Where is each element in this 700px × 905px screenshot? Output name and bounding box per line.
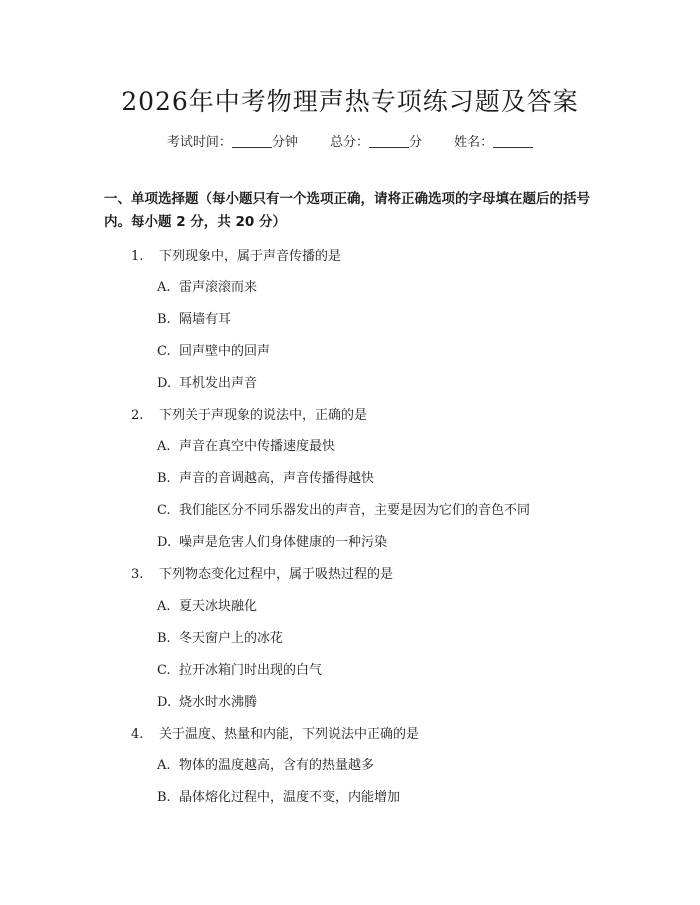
- question-item: [131, 563, 393, 582]
- total-score-blank: [369, 135, 409, 148]
- option-text: 拉开冰箱门时出现的白气: [179, 663, 323, 678]
- option-text: 冬天窗户上的冰花: [179, 631, 284, 646]
- option-letter: B.: [157, 631, 171, 646]
- question-text: 关于温度、热量和内能，下列说法中正确的是: [159, 727, 420, 742]
- option-text: 烧水时水沸腾: [179, 695, 258, 710]
- page-title: 2026年中考物理声热专项练习题及答案: [121, 87, 579, 116]
- question-number: 1.: [131, 249, 144, 264]
- question-number: 3.: [131, 567, 144, 582]
- option-item: [157, 786, 400, 805]
- option-letter: A.: [157, 280, 171, 295]
- option-letter: D.: [157, 376, 172, 391]
- option-text: 声音在真空中传播速度最快: [179, 439, 336, 454]
- student-name-field: [454, 135, 533, 150]
- option-item: [157, 499, 530, 518]
- option-item: [157, 372, 257, 391]
- question-item: [131, 245, 341, 264]
- option-text: 物体的温度越高，含有的热量越多: [179, 758, 375, 773]
- question-text: 下列物态变化过程中，属于吸热过程的是: [159, 567, 394, 582]
- option-item: [157, 308, 231, 327]
- option-text: 声音的音调越高，声音传播得越快: [179, 471, 375, 486]
- question-text: 下列现象中，属于声音传播的是: [159, 249, 342, 264]
- option-text: 晶体熔化过程中，温度不变，内能增加: [179, 790, 401, 805]
- question-item: [131, 723, 419, 742]
- option-text: 耳机发出声音: [179, 376, 258, 391]
- total-score-field: [330, 135, 422, 150]
- total-score-label: 总分：: [329, 135, 369, 150]
- option-item: [157, 659, 322, 678]
- option-letter: B.: [157, 471, 171, 486]
- option-text: 我们能区分不同乐器发出的声音，主要是因为它们的音色不同: [179, 503, 531, 518]
- option-letter: A.: [157, 599, 171, 614]
- question-item: [131, 404, 367, 423]
- option-item: [157, 276, 257, 295]
- option-letter: A.: [157, 439, 171, 454]
- section-heading: 一、单项选择题（每小题只有一个选项正确，请将正确选项的字母填在题后的括号内。每小题 2 分，共 20 分）: [104, 191, 590, 230]
- exam-meta-line: [0, 131, 700, 150]
- option-item: [157, 340, 270, 359]
- option-text: 噪声是危害人们身体健康的一种污染: [179, 535, 388, 550]
- option-text: 隔墙有耳: [179, 312, 232, 327]
- question-number: 4.: [131, 727, 144, 742]
- question-number: 2.: [131, 408, 144, 423]
- option-item: [157, 435, 335, 454]
- option-text: 夏天冰块融化: [179, 599, 258, 614]
- option-item: [157, 627, 283, 646]
- option-letter: B.: [157, 312, 171, 327]
- exam-time-unit: 分钟: [271, 135, 298, 150]
- option-letter: A.: [157, 758, 171, 773]
- option-text: 回声壁中的回声: [179, 344, 271, 359]
- option-letter: C.: [157, 663, 171, 678]
- option-item: [157, 531, 387, 550]
- option-letter: B.: [157, 790, 171, 805]
- option-item: [157, 691, 257, 710]
- option-item: [157, 467, 374, 486]
- student-name-blank: [493, 135, 533, 148]
- option-letter: C.: [157, 503, 171, 518]
- student-name-label: 姓名：: [454, 135, 494, 150]
- option-letter: D.: [157, 695, 172, 710]
- option-item: [157, 754, 374, 773]
- option-item: [157, 595, 257, 614]
- option-letter: D.: [157, 535, 172, 550]
- question-text: 下列关于声现象的说法中，正确的是: [159, 408, 368, 423]
- option-text: 雷声滚滚而来: [179, 280, 258, 295]
- exam-time-label: 考试时间：: [166, 135, 232, 150]
- total-score-unit: 分: [409, 135, 423, 150]
- exam-time-blank: [232, 135, 272, 148]
- exam-time-field: [167, 135, 298, 150]
- option-letter: C.: [157, 344, 171, 359]
